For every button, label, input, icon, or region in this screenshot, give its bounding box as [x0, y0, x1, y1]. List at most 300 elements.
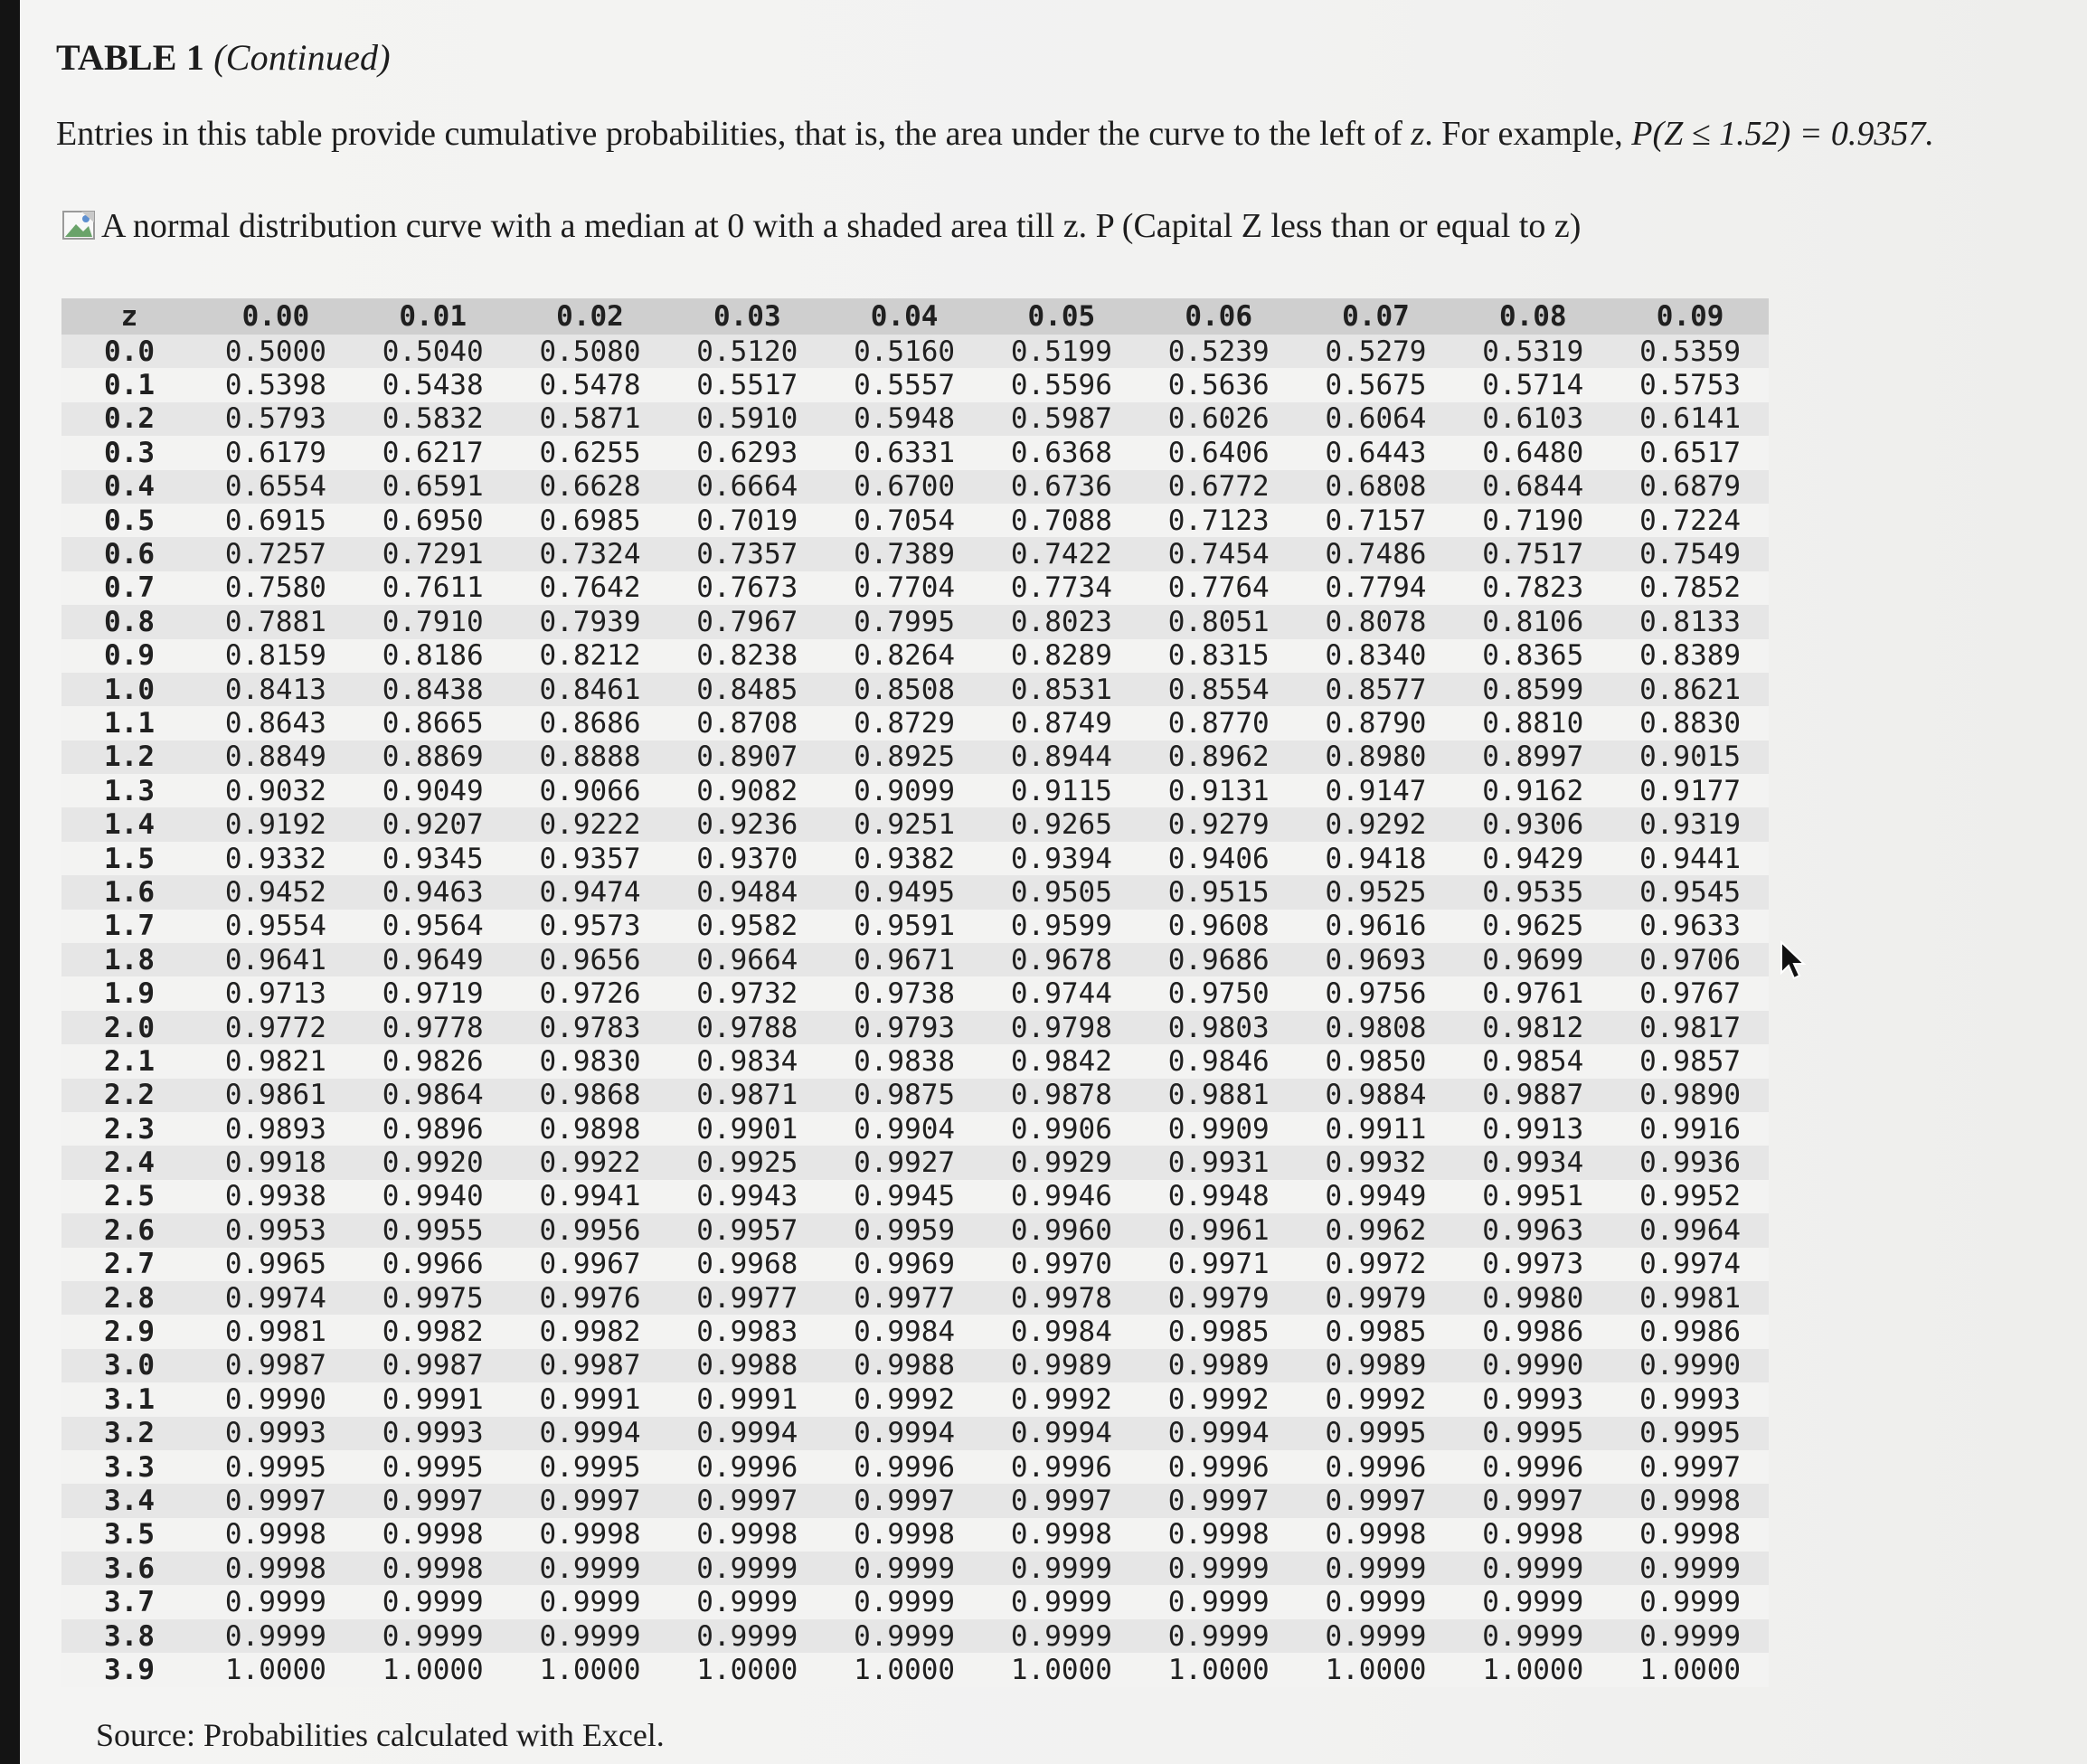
probability-cell: 0.9887: [1454, 1079, 1611, 1112]
probability-cell: 0.9864: [354, 1079, 512, 1112]
probability-cell: 0.8531: [983, 673, 1140, 706]
probability-cell: 0.9744: [983, 976, 1140, 1010]
table-row: [61, 368, 1769, 401]
z-value-cell: 3.1: [61, 1382, 197, 1416]
probability-cell: 0.9985: [1140, 1315, 1298, 1348]
z-value-cell: 3.3: [61, 1450, 197, 1484]
table-row: [61, 1349, 1769, 1382]
probability-cell: 0.5948: [826, 402, 983, 436]
probability-cell: 0.6772: [1140, 470, 1298, 504]
probability-cell: 0.9996: [1454, 1450, 1611, 1484]
probability-cell: 0.6554: [197, 470, 354, 504]
probability-cell: 0.9948: [1140, 1180, 1298, 1213]
probability-cell: 0.9911: [1298, 1112, 1455, 1146]
probability-cell: 0.9995: [354, 1450, 512, 1484]
table-row: [61, 1281, 1769, 1315]
probability-cell: 0.9177: [1611, 774, 1769, 807]
probability-cell: 0.9901: [668, 1112, 826, 1146]
probability-cell: 0.9994: [512, 1417, 669, 1450]
probability-cell: 0.9649: [354, 943, 512, 976]
probability-cell: 0.9838: [826, 1044, 983, 1078]
column-header: 0.03: [668, 298, 826, 335]
probability-cell: 0.9994: [983, 1417, 1140, 1450]
z-value-cell: 2.4: [61, 1146, 197, 1179]
probability-cell: 0.9993: [1611, 1382, 1769, 1416]
probability-cell: 0.8849: [197, 741, 354, 774]
probability-cell: 0.8289: [983, 639, 1140, 673]
probability-cell: 0.6331: [826, 436, 983, 469]
probability-cell: 0.9929: [983, 1146, 1140, 1179]
probability-cell: 0.9999: [512, 1585, 669, 1618]
normal-curve-image: [61, 206, 1581, 246]
probability-cell: 0.5793: [197, 402, 354, 436]
probability-cell: 0.9998: [1140, 1518, 1298, 1552]
probability-cell: 0.9965: [197, 1248, 354, 1281]
probability-cell: 0.9999: [668, 1552, 826, 1585]
probability-cell: 0.9979: [1140, 1281, 1298, 1315]
left-bezel: [0, 0, 20, 1764]
probability-cell: 1.0000: [1298, 1653, 1455, 1686]
probability-cell: 0.9554: [197, 910, 354, 943]
probability-cell: 0.8264: [826, 639, 983, 673]
probability-cell: 0.8665: [354, 706, 512, 740]
probability-cell: 0.9854: [1454, 1044, 1611, 1078]
probability-cell: 0.6950: [354, 504, 512, 537]
z-value-cell: 2.8: [61, 1281, 197, 1315]
probability-cell: 0.5517: [668, 368, 826, 401]
probability-cell: 0.9973: [1454, 1248, 1611, 1281]
table-row: [61, 1248, 1769, 1281]
probability-cell: 0.5359: [1611, 335, 1769, 368]
probability-cell: 0.9999: [512, 1619, 669, 1653]
probability-cell: 0.9981: [197, 1315, 354, 1348]
probability-cell: 0.9778: [354, 1011, 512, 1044]
probability-cell: 0.9956: [512, 1213, 669, 1247]
probability-cell: 0.8485: [668, 673, 826, 706]
probability-cell: 0.9999: [1298, 1552, 1455, 1585]
probability-cell: 0.9890: [1611, 1079, 1769, 1112]
z-value-cell: 1.7: [61, 910, 197, 943]
column-header: 0.05: [983, 298, 1140, 335]
probability-cell: 0.8869: [354, 741, 512, 774]
probability-cell: 0.9987: [354, 1349, 512, 1382]
z-value-cell: 2.3: [61, 1112, 197, 1146]
probability-cell: 0.9993: [197, 1417, 354, 1450]
probability-cell: 0.8944: [983, 741, 1140, 774]
probability-cell: 0.7257: [197, 537, 354, 571]
probability-cell: 0.5987: [983, 402, 1140, 436]
z-value-cell: 2.9: [61, 1315, 197, 1348]
probability-cell: 0.5675: [1298, 368, 1455, 401]
probability-cell: 0.9525: [1298, 875, 1455, 909]
table-row: [61, 1518, 1769, 1552]
probability-cell: 0.9999: [1298, 1619, 1455, 1653]
probability-cell: 0.9997: [826, 1484, 983, 1517]
probability-cell: 0.9599: [983, 910, 1140, 943]
probability-cell: 0.9686: [1140, 943, 1298, 976]
probability-cell: 0.8577: [1298, 673, 1455, 706]
probability-cell: 0.9931: [1140, 1146, 1298, 1179]
probability-cell: 0.9871: [668, 1079, 826, 1112]
probability-cell: 0.8907: [668, 741, 826, 774]
probability-cell: 0.6406: [1140, 436, 1298, 469]
probability-cell: 0.9032: [197, 774, 354, 807]
probability-cell: 0.9664: [668, 943, 826, 976]
probability-cell: 0.9726: [512, 976, 669, 1010]
probability-cell: 0.5910: [668, 402, 826, 436]
probability-cell: 0.9996: [668, 1450, 826, 1484]
probability-cell: 0.9861: [197, 1079, 354, 1112]
probability-cell: 0.6879: [1611, 470, 1769, 504]
probability-cell: 0.9292: [1298, 807, 1455, 841]
probability-cell: 0.8830: [1611, 706, 1769, 740]
probability-cell: 0.9998: [512, 1518, 669, 1552]
column-header: 0.06: [1140, 298, 1298, 335]
probability-cell: 0.9991: [354, 1382, 512, 1416]
column-header: 0.07: [1298, 298, 1455, 335]
probability-cell: 0.6480: [1454, 436, 1611, 469]
probability-cell: 0.9099: [826, 774, 983, 807]
probability-cell: 0.9279: [1140, 807, 1298, 841]
probability-cell: 0.9999: [1298, 1585, 1455, 1618]
probability-cell: 0.7881: [197, 605, 354, 638]
probability-cell: 1.0000: [1611, 1653, 1769, 1686]
probability-cell: 0.7910: [354, 605, 512, 638]
probability-cell: 0.9966: [354, 1248, 512, 1281]
z-value-cell: 3.7: [61, 1585, 197, 1618]
probability-cell: 0.9535: [1454, 875, 1611, 909]
probability-cell: 0.9793: [826, 1011, 983, 1044]
probability-cell: 0.9999: [1140, 1552, 1298, 1585]
probability-cell: 0.9370: [668, 842, 826, 875]
probability-cell: 0.7389: [826, 537, 983, 571]
intro-example-text: . For example,: [1424, 115, 1632, 153]
probability-cell: 0.9319: [1611, 807, 1769, 841]
probability-cell: 0.9706: [1611, 943, 1769, 976]
probability-cell: 0.5000: [197, 335, 354, 368]
column-header: 0.02: [512, 298, 669, 335]
probability-cell: 0.9974: [197, 1281, 354, 1315]
table-row: [61, 875, 1769, 909]
probability-cell: 0.9977: [668, 1281, 826, 1315]
probability-cell: 0.6844: [1454, 470, 1611, 504]
probability-cell: 0.9999: [354, 1585, 512, 1618]
broken-image-icon: [61, 210, 98, 242]
probability-cell: 0.9868: [512, 1079, 669, 1112]
probability-cell: 0.9738: [826, 976, 983, 1010]
probability-cell: 0.7454: [1140, 537, 1298, 571]
table-row: [61, 1382, 1769, 1416]
probability-cell: 0.8438: [354, 673, 512, 706]
probability-cell: 0.9573: [512, 910, 669, 943]
probability-cell: 0.9147: [1298, 774, 1455, 807]
probability-cell: 0.9719: [354, 976, 512, 1010]
probability-cell: 0.5832: [354, 402, 512, 436]
table-row: [61, 842, 1769, 875]
probability-cell: 0.9999: [354, 1619, 512, 1653]
probability-cell: 0.9896: [354, 1112, 512, 1146]
z-value-cell: 1.6: [61, 875, 197, 909]
probability-cell: 0.9798: [983, 1011, 1140, 1044]
probability-cell: 0.7486: [1298, 537, 1455, 571]
probability-cell: 0.8643: [197, 706, 354, 740]
probability-cell: 0.9922: [512, 1146, 669, 1179]
probability-cell: 0.7794: [1298, 571, 1455, 605]
probability-cell: 0.9998: [826, 1518, 983, 1552]
table-row: [61, 470, 1769, 504]
table-row: [61, 1011, 1769, 1044]
probability-cell: 0.9934: [1454, 1146, 1611, 1179]
probability-cell: 0.9990: [1454, 1349, 1611, 1382]
probability-cell: 0.9992: [1298, 1382, 1455, 1416]
probability-cell: 0.9989: [1140, 1349, 1298, 1382]
probability-cell: 0.9992: [826, 1382, 983, 1416]
probability-cell: 0.8133: [1611, 605, 1769, 638]
z-value-cell: 1.5: [61, 842, 197, 875]
probability-cell: 0.9993: [354, 1417, 512, 1450]
probability-cell: 0.9732: [668, 976, 826, 1010]
z-table: [61, 298, 1769, 1687]
image-alt-text: A normal distribution curve with a median at 0 with a shaded area till z. P (Capital Z less than or equal to z): [101, 207, 1582, 245]
probability-cell: 0.9999: [826, 1585, 983, 1618]
probability-cell: 0.9993: [1454, 1382, 1611, 1416]
probability-cell: 0.9998: [1611, 1484, 1769, 1517]
probability-cell: 0.9265: [983, 807, 1140, 841]
probability-cell: 0.9943: [668, 1180, 826, 1213]
probability-cell: 0.9951: [1454, 1180, 1611, 1213]
probability-cell: 0.9693: [1298, 943, 1455, 976]
probability-cell: 0.9345: [354, 842, 512, 875]
probability-cell: 0.8159: [197, 639, 354, 673]
probability-cell: 0.9918: [197, 1146, 354, 1179]
probability-cell: 0.6517: [1611, 436, 1769, 469]
probability-cell: 1.0000: [668, 1653, 826, 1686]
probability-cell: 0.9999: [1611, 1619, 1769, 1653]
probability-cell: 0.9418: [1298, 842, 1455, 875]
column-header: 0.08: [1454, 298, 1611, 335]
probability-cell: 0.7054: [826, 504, 983, 537]
probability-cell: 0.9953: [197, 1213, 354, 1247]
probability-cell: 0.9909: [1140, 1112, 1298, 1146]
probability-cell: 0.9987: [197, 1349, 354, 1382]
probability-cell: 0.8770: [1140, 706, 1298, 740]
probability-cell: 0.8599: [1454, 673, 1611, 706]
probability-cell: 0.9656: [512, 943, 669, 976]
table-row: [61, 1653, 1769, 1686]
probability-cell: 0.9115: [983, 774, 1140, 807]
probability-cell: 0.9515: [1140, 875, 1298, 909]
table-row: [61, 1552, 1769, 1585]
table-row: [61, 1213, 1769, 1247]
probability-cell: 0.9946: [983, 1180, 1140, 1213]
probability-cell: 0.9875: [826, 1079, 983, 1112]
probability-cell: 0.9991: [512, 1382, 669, 1416]
probability-cell: 0.9995: [512, 1450, 669, 1484]
probability-cell: 0.7549: [1611, 537, 1769, 571]
probability-cell: 0.9997: [1298, 1484, 1455, 1517]
probability-cell: 0.7704: [826, 571, 983, 605]
probability-cell: 0.9980: [1454, 1281, 1611, 1315]
probability-cell: 0.6293: [668, 436, 826, 469]
probability-cell: 0.9834: [668, 1044, 826, 1078]
probability-cell: 1.0000: [1140, 1653, 1298, 1686]
mouse-pointer-icon: [1780, 940, 1807, 980]
probability-cell: 0.9441: [1611, 842, 1769, 875]
probability-cell: 0.8621: [1611, 673, 1769, 706]
probability-cell: 0.7019: [668, 504, 826, 537]
probability-cell: 0.9821: [197, 1044, 354, 1078]
probability-cell: 0.9995: [1454, 1417, 1611, 1450]
probability-cell: 0.7157: [1298, 504, 1455, 537]
probability-cell: 0.7324: [512, 537, 669, 571]
probability-cell: 0.6255: [512, 436, 669, 469]
probability-cell: 0.9925: [668, 1146, 826, 1179]
probability-cell: 0.9998: [1611, 1518, 1769, 1552]
probability-cell: 0.5279: [1298, 335, 1455, 368]
probability-cell: 0.8212: [512, 639, 669, 673]
probability-cell: 0.5160: [826, 335, 983, 368]
probability-cell: 0.9772: [197, 1011, 354, 1044]
probability-cell: 0.9955: [354, 1213, 512, 1247]
probability-cell: 0.6985: [512, 504, 669, 537]
probability-cell: 0.9641: [197, 943, 354, 976]
z-value-cell: 1.1: [61, 706, 197, 740]
probability-cell: 0.9971: [1140, 1248, 1298, 1281]
probability-cell: 0.9959: [826, 1213, 983, 1247]
probability-cell: 0.9761: [1454, 976, 1611, 1010]
probability-cell: 0.9678: [983, 943, 1140, 976]
probability-cell: 0.9990: [1611, 1349, 1769, 1382]
probability-cell: 0.9236: [668, 807, 826, 841]
probability-cell: 0.8315: [1140, 639, 1298, 673]
probability-cell: 0.9830: [512, 1044, 669, 1078]
probability-cell: 0.8238: [668, 639, 826, 673]
probability-cell: 0.9904: [826, 1112, 983, 1146]
probability-cell: 0.5438: [354, 368, 512, 401]
probability-cell: 0.9996: [826, 1450, 983, 1484]
probability-cell: 0.7852: [1611, 571, 1769, 605]
probability-cell: 0.8554: [1140, 673, 1298, 706]
probability-cell: 0.9192: [197, 807, 354, 841]
probability-cell: 0.5199: [983, 335, 1140, 368]
probability-cell: 0.9960: [983, 1213, 1140, 1247]
probability-cell: 0.9999: [668, 1619, 826, 1653]
z-value-cell: 0.4: [61, 470, 197, 504]
probability-cell: 0.9846: [1140, 1044, 1298, 1078]
probability-cell: 0.6443: [1298, 436, 1455, 469]
probability-cell: 0.9990: [197, 1382, 354, 1416]
probability-cell: 0.9817: [1611, 1011, 1769, 1044]
column-header: 0.01: [354, 298, 512, 335]
probability-cell: 0.5557: [826, 368, 983, 401]
probability-cell: 0.9884: [1298, 1079, 1455, 1112]
table-row: [61, 605, 1769, 638]
document-page: [20, 0, 2087, 1764]
probability-cell: 0.9842: [983, 1044, 1140, 1078]
probability-cell: 0.7642: [512, 571, 669, 605]
probability-cell: 0.9986: [1611, 1315, 1769, 1348]
probability-cell: 0.9938: [197, 1180, 354, 1213]
probability-cell: 0.9750: [1140, 976, 1298, 1010]
table-row: [61, 1044, 1769, 1078]
probability-cell: 0.9808: [1298, 1011, 1455, 1044]
probability-cell: 0.9394: [983, 842, 1140, 875]
probability-cell: 0.8749: [983, 706, 1140, 740]
table-row: [61, 436, 1769, 469]
probability-cell: 0.9998: [1298, 1518, 1455, 1552]
probability-cell: 0.9625: [1454, 910, 1611, 943]
probability-cell: 0.9997: [354, 1484, 512, 1517]
probability-cell: 0.9999: [512, 1552, 669, 1585]
table-row: [61, 1112, 1769, 1146]
z-value-cell: 0.0: [61, 335, 197, 368]
probability-cell: 0.7995: [826, 605, 983, 638]
probability-cell: 0.9783: [512, 1011, 669, 1044]
table-row: [61, 741, 1769, 774]
probability-cell: 0.8980: [1298, 741, 1455, 774]
probability-cell: 0.9463: [354, 875, 512, 909]
probability-cell: 0.7580: [197, 571, 354, 605]
table-row: [61, 910, 1769, 943]
probability-cell: 0.9962: [1298, 1213, 1455, 1247]
probability-cell: 1.0000: [826, 1653, 983, 1686]
table-row: [61, 673, 1769, 706]
probability-cell: 0.9988: [668, 1349, 826, 1382]
probability-cell: 0.9207: [354, 807, 512, 841]
z-value-cell: 3.4: [61, 1484, 197, 1517]
probability-cell: 0.9452: [197, 875, 354, 909]
z-value-cell: 3.6: [61, 1552, 197, 1585]
probability-cell: 0.9976: [512, 1281, 669, 1315]
probability-cell: 1.0000: [1454, 1653, 1611, 1686]
z-value-cell: 1.4: [61, 807, 197, 841]
probability-cell: 0.8997: [1454, 741, 1611, 774]
probability-cell: 0.9992: [1140, 1382, 1298, 1416]
probability-cell: 0.9985: [1298, 1315, 1455, 1348]
probability-cell: 0.7823: [1454, 571, 1611, 605]
z-value-cell: 3.8: [61, 1619, 197, 1653]
intro-paragraph: [56, 114, 1934, 154]
probability-cell: 0.9998: [1454, 1518, 1611, 1552]
table-row: [61, 537, 1769, 571]
probability-cell: 0.9992: [983, 1382, 1140, 1416]
probability-cell: 0.9957: [668, 1213, 826, 1247]
probability-cell: 0.9382: [826, 842, 983, 875]
probability-cell: 0.9970: [983, 1248, 1140, 1281]
probability-cell: 0.9429: [1454, 842, 1611, 875]
probability-cell: 0.9997: [1454, 1484, 1611, 1517]
column-header: 0.04: [826, 298, 983, 335]
probability-cell: 0.9713: [197, 976, 354, 1010]
z-value-cell: 2.7: [61, 1248, 197, 1281]
probability-cell: 0.9803: [1140, 1011, 1298, 1044]
probability-cell: 0.6915: [197, 504, 354, 537]
source-note: Source: Probabilities calculated with Excel.: [96, 1717, 665, 1753]
probability-cell: 0.5319: [1454, 335, 1611, 368]
probability-cell: 0.9978: [983, 1281, 1140, 1315]
probability-cell: 0.5596: [983, 368, 1140, 401]
probability-cell: 0.9998: [197, 1518, 354, 1552]
probability-cell: 0.9998: [983, 1518, 1140, 1552]
probability-cell: 0.9998: [668, 1518, 826, 1552]
probability-cell: 0.9983: [668, 1315, 826, 1348]
z-value-cell: 1.8: [61, 943, 197, 976]
table-row: [61, 706, 1769, 740]
probability-cell: 0.9961: [1140, 1213, 1298, 1247]
probability-cell: 0.7517: [1454, 537, 1611, 571]
z-value-cell: 1.3: [61, 774, 197, 807]
probability-cell: 0.9996: [983, 1450, 1140, 1484]
